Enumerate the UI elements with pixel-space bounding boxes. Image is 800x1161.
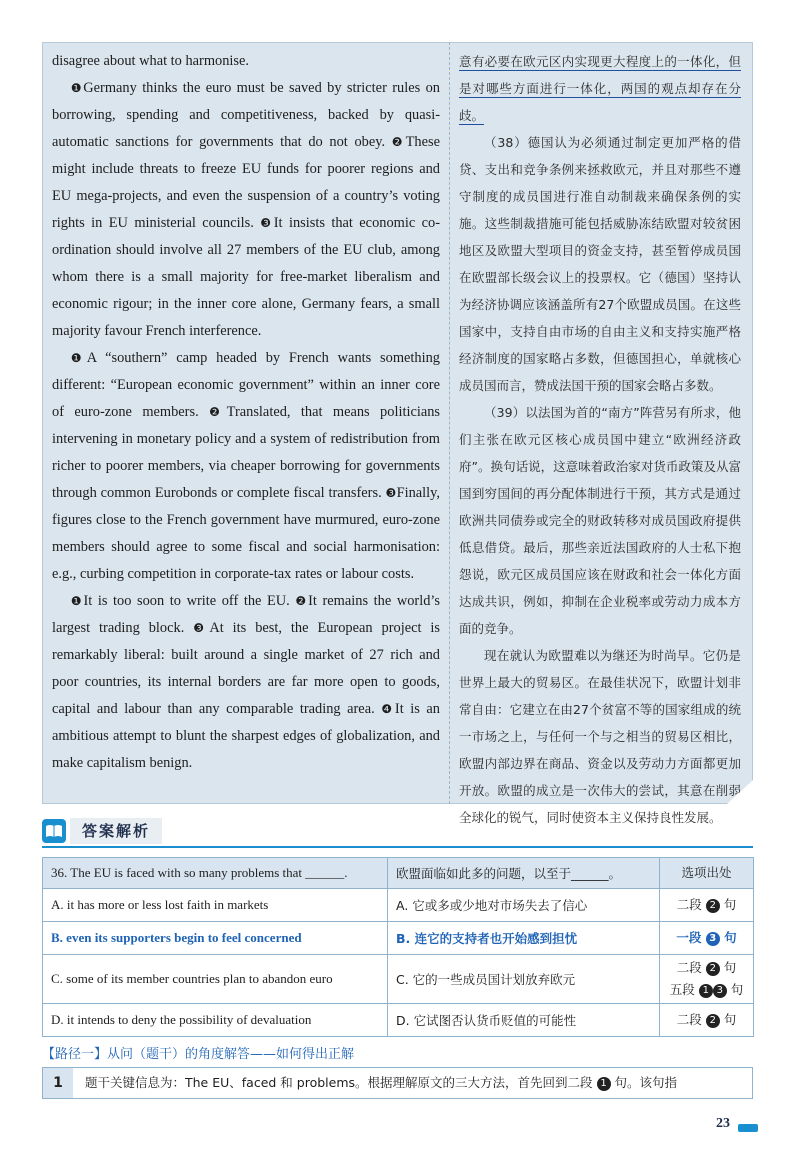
table-row (43, 889, 754, 922)
source-para: 五段 (669, 982, 695, 997)
option-source (660, 922, 754, 955)
option-zh: C. 它的一些成员国计划放弃欧元 (388, 955, 660, 1004)
sentence: These might include threats to freeze EU funds for poorer regions and EU mega-projects, and even the suspension of a country’s voting rights in EU ministerial councils. (52, 134, 440, 231)
section-header (42, 818, 162, 844)
sentence: Translated, that means politicians intervening in monetary policy and a system of redistribution from richer to poorer members, via cheaper borrowing for governments through common Eurobonds or complete fiscal transfers. (52, 404, 441, 501)
circled-number-icon: 3 (713, 984, 727, 998)
table-row (43, 955, 754, 1004)
source-suffix: 句 (724, 930, 737, 945)
book-icon (42, 819, 66, 843)
option-source (660, 955, 754, 1004)
sentence: It remains the world’s largest trading block. (52, 593, 440, 636)
english-paragraph-1 (52, 75, 440, 345)
sentence: It is an ambitious attempt to blunt the sharpest edges of globalization, and make capitalism benign. (52, 701, 440, 771)
option-zh: D. 它试图否认货币贬值的可能性 (388, 1004, 660, 1037)
sentence-number-icon: ❷ (295, 594, 309, 608)
sentence-number-icon: ❹ (381, 702, 395, 716)
option-en: B. even its supporters begin to feel concerned (43, 922, 388, 955)
sentence-number-icon: ❷ (391, 135, 406, 149)
question-en: 36. The EU is faced with so many problems that ______. (43, 858, 388, 889)
english-passage (52, 48, 440, 777)
chinese-paragraph-0: 意有必要在欧元区内实现更大程度上的一体化，但是对哪些方面进行一体化，两国的观点却存在分歧。 (459, 54, 741, 123)
circled-number-icon: 2 (706, 1014, 720, 1028)
chinese-paragraph-3: 现在就认为欧盟难以为继还为时尚早。它仍是世界上最大的贸易区。在最佳状况下，欧盟计划非常自由：它建立在由27个贫富不等的国家组成的统一市场之上，与任何一个与之相当的贸易区相比，欧盟内部边界在商品、资金以及劳动力方面都更加开放。欧盟的成立是一次伟大的尝试，其意在削弱全球化的锐气，同时使资本主义保持良性发展。 (459, 648, 741, 825)
sentence-number-icon: ❸ (385, 486, 397, 500)
option-zh: A. 它或多或少地对市场失去了信心 (388, 889, 660, 922)
circled-number-icon: 2 (706, 899, 720, 913)
option-source (660, 889, 754, 922)
option-zh: B. 连它的支持者也开始感到担忧 (388, 922, 660, 955)
source-para: 二段 (676, 960, 702, 975)
english-paragraph-3 (52, 588, 440, 777)
sentence-number-icon: ❶ (70, 594, 84, 608)
option-en: C. some of its member countries plan to abandon euro (43, 955, 388, 1004)
sentence-number-icon: ❸ (260, 216, 274, 230)
step-text (85, 1068, 677, 1098)
circled-number-icon: 3 (706, 932, 720, 946)
source-header: 选项出处 (660, 858, 754, 889)
sentence: It insists that economic co-ordination should involve all 27 members of the EU club, among whom there is a small majority for free-market liberalism and economic rigour; in the inner core alone, Germany fears, a small majority favour French interference. (52, 215, 440, 339)
step-row (42, 1067, 753, 1099)
source-para: 二段 (676, 897, 702, 912)
table-header-row (43, 858, 754, 889)
step-number: 1 (43, 1068, 73, 1098)
circled-number-icon: 2 (706, 962, 720, 976)
section-title: 答案解析 (70, 818, 162, 844)
chinese-translation (459, 48, 741, 831)
page-number: 23 (716, 1116, 730, 1131)
option-en: A. it has more or less lost faith in markets (43, 889, 388, 922)
english-paragraph-0: disagree about what to harmonise. (52, 53, 250, 69)
answer-table (42, 857, 754, 1037)
sentence-number-icon: ❶ (70, 81, 84, 95)
table-row (43, 1004, 754, 1037)
chinese-paragraph-2: （39）以法国为首的“南方”阵营另有所求，他们主张在欧元区核心成员国中建立“欧洲经济政府”。换句话说，这意味着政治家对货币政策及从富国到穷国间的再分配体制进行干预，其方式是通过欧洲共同债券或完全的财政转移对成员国政府提供低息借贷。最后，那些亲近法国政府的人士私下抱怨说，欧元区成员国应该在财政和社会一体化方面达成共识，例如，抑制在企业税率或劳动力成本方面的竞争。 (459, 405, 741, 636)
column-divider (449, 42, 450, 804)
sentence: At its best, the European project is remarkably liberal: built around a single market of 27 rich and poor countries, its internal borders are far more open to goods, capital and labour than any comparable trading area. (52, 620, 441, 717)
chinese-paragraph-1: （38）德国认为必须通过制定更加严格的借贷、支出和竞争条例来拯救欧元，并且对那些不遵守制度的成员国进行准自动制裁来确保条例的实施。这些制裁措施可能包括威胁冻结欧盟对较贫困地区及欧盟大型项目的资金支持，甚至暂停成员国在欧盟部长级会议上的投票权。它（德国）坚持认为经济协调应该涵盖所有27个欧盟成员国。在这些国家中，支持自由市场的自由主义和支持实施严格经济制度的国家略占多数，但德国担心，单就核心成员国而言，赞成法国干预的国家会略占多数。 (459, 135, 741, 393)
circled-number-icon: 1 (597, 1077, 611, 1091)
sentence-number-icon: ❸ (193, 621, 210, 635)
sentence-number-icon: ❷ (209, 405, 227, 419)
source-para: 一段 (676, 930, 702, 945)
page-curl (727, 780, 753, 804)
step-text-a: 题干关键信息为：The EU、faced 和 problems。根据理解原文的三大方法，首先回到二段 (85, 1075, 593, 1090)
path-heading: 【路径一】从问（题干）的角度解答——如何得出正解 (42, 1047, 355, 1062)
sentence: Finally, figures close to the French government have murmured, euro-zone members should agree to some fiscal and social harmonisation: e.g., curbing competition in corporate-tax rates or labour costs. (52, 485, 441, 582)
source-suffix: 句 (730, 982, 744, 997)
english-paragraph-2 (52, 345, 440, 588)
sentence-number-icon: ❶ (70, 351, 87, 365)
sentence: A “southern” camp headed by French wants something different: “European economic government” within an inner core of euro-zone members. (52, 350, 440, 420)
option-source (660, 1004, 754, 1037)
source-suffix: 句 (723, 1012, 737, 1027)
table-row-correct (43, 922, 754, 955)
source-suffix: 句 (723, 960, 737, 975)
section-rule (42, 846, 753, 848)
sentence: Germany thinks the euro must be saved by stricter rules on borrowing, spending and competitiveness, backed by quasi-automatic sanctions for governments that do not obey. (52, 80, 440, 150)
option-en: D. it intends to deny the possibility of devaluation (43, 1004, 388, 1037)
circled-number-icon: 1 (699, 984, 713, 998)
step-text-b: 句。该句指 (614, 1075, 677, 1090)
source-suffix: 句 (723, 897, 737, 912)
source-para: 二段 (676, 1012, 702, 1027)
sentence: It is too soon to write off the EU. (83, 593, 296, 609)
page-number-icon (738, 1124, 758, 1132)
question-zh: 欧盟面临如此多的问题，以至于______。 (388, 858, 660, 889)
